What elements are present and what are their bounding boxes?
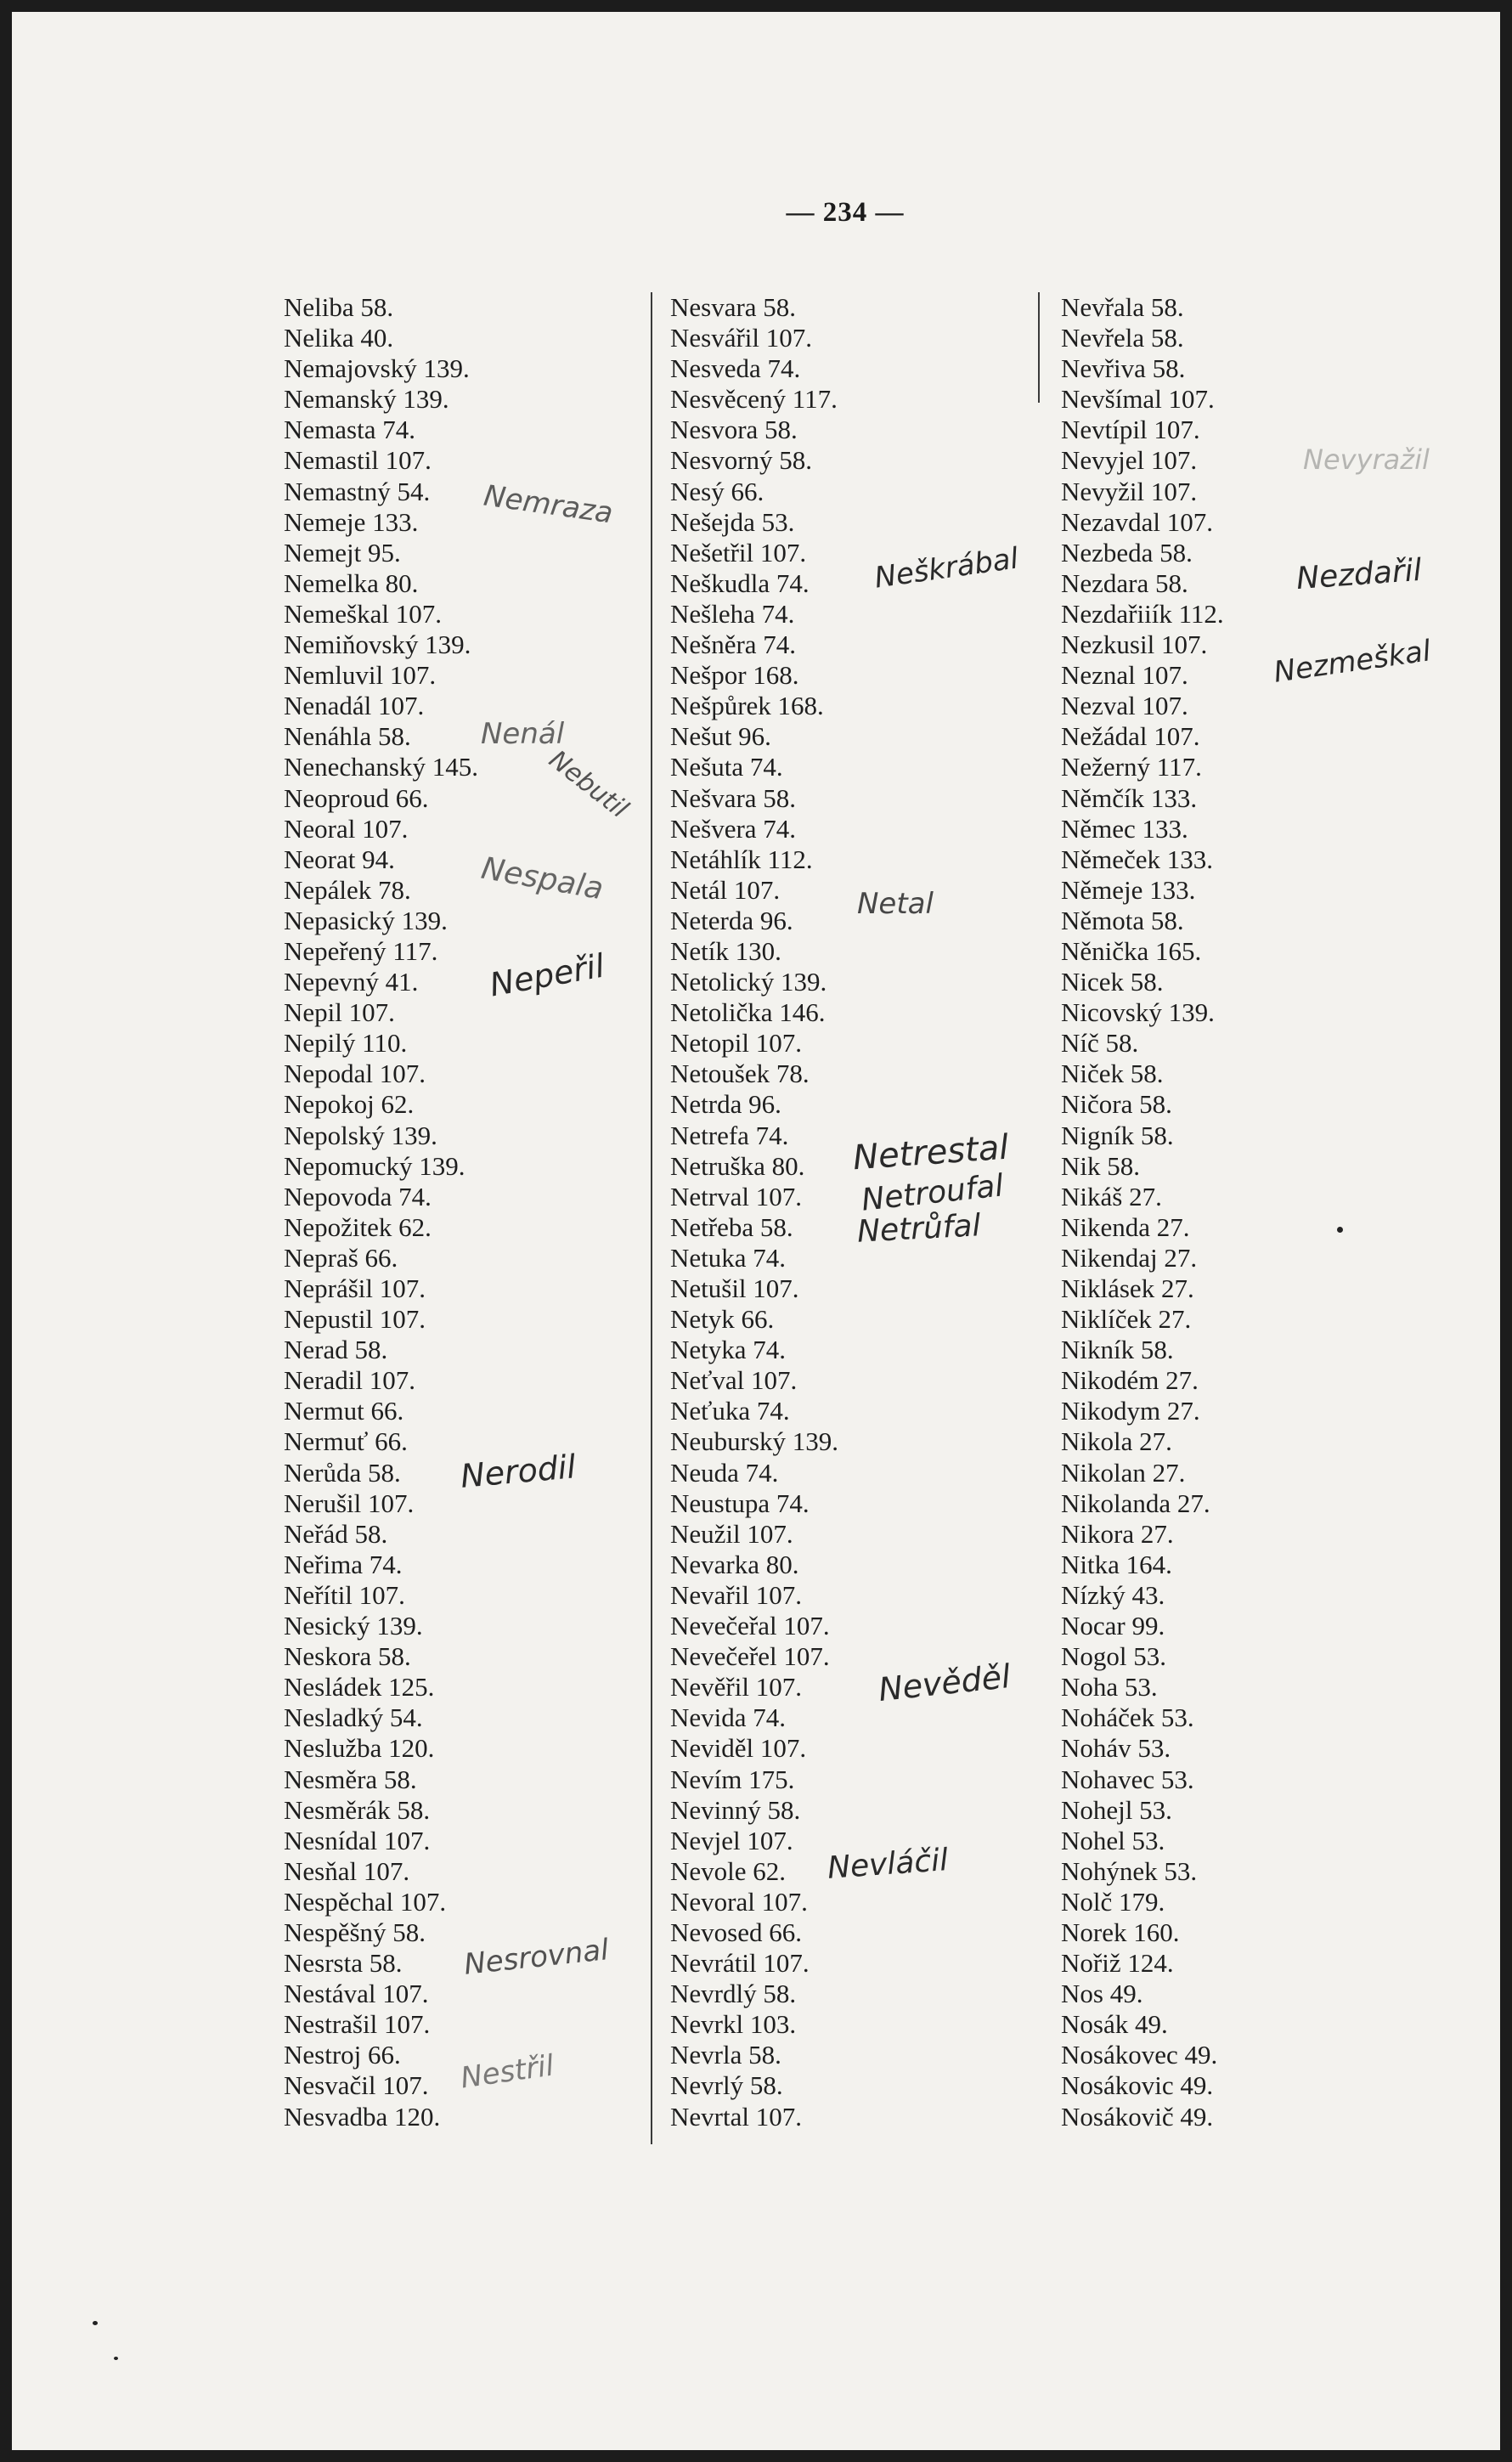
name-entry: Nezavdal 107.	[1061, 506, 1214, 537]
handwritten-note: Nevyražil	[1303, 443, 1430, 476]
name-entry: Nesnídal 107.	[284, 1825, 431, 1855]
name-entry: Nikora 27.	[1061, 1518, 1174, 1549]
name-entry: Niček 58.	[1061, 1059, 1164, 1089]
name-entry: Neřima 74.	[284, 1549, 403, 1579]
name-entry: Nevařil 107.	[670, 1579, 802, 1610]
name-entry: Nemejt 95.	[284, 537, 401, 568]
name-entry: Nešněra 74.	[670, 630, 797, 660]
name-entry: Nerůda 58.	[284, 1457, 401, 1488]
name-entry: Nezdara 58.	[1061, 568, 1188, 598]
name-entry: Netrefa 74.	[670, 1120, 789, 1150]
handwritten-note: Nenál	[481, 717, 565, 751]
name-entry: Netyk 66.	[670, 1304, 775, 1335]
name-entry: Nikola 27.	[1061, 1426, 1172, 1457]
handwritten-note: Nepeřil	[487, 946, 607, 1004]
name-entry: Nevinný 58.	[670, 1794, 801, 1825]
name-entry: Nevím 175.	[670, 1764, 795, 1794]
name-entry: Nepožitek 62.	[284, 1211, 432, 1242]
name-entry: Nevěřil 107.	[670, 1672, 802, 1703]
name-entry: Nepeřený 117.	[284, 935, 438, 966]
ink-speck	[114, 2357, 118, 2360]
name-entry: Netyka 74.	[670, 1335, 787, 1365]
name-entry: Nízký 43.	[1061, 1579, 1165, 1610]
ink-speck	[1337, 1227, 1343, 1233]
name-entry: Nohel 53.	[1061, 1825, 1165, 1855]
name-entry: Nesvora 58.	[670, 415, 798, 445]
name-entry: Nesňal 107.	[284, 1855, 410, 1886]
name-entry: Nolč 179.	[1061, 1886, 1165, 1917]
name-entry: Nepil 107.	[284, 997, 395, 1028]
name-entry: Nepraš 66.	[284, 1242, 398, 1273]
name-entry: Nesměra 58.	[284, 1764, 417, 1794]
name-column-1	[284, 292, 478, 2132]
name-entry: Nevyžil 107.	[1061, 476, 1198, 506]
name-entry: Neliba 58.	[284, 292, 394, 322]
column-divider	[1038, 292, 1040, 403]
name-entry: Nogol 53.	[1061, 1641, 1166, 1672]
name-entry: Nevrla 58.	[670, 2040, 781, 2070]
name-entry: Nikodym 27.	[1061, 1396, 1200, 1426]
name-entry: Nevjel 107.	[670, 1825, 793, 1855]
name-entry: Nevole 62.	[670, 1855, 787, 1886]
name-entry: Nevřala 58.	[1061, 292, 1184, 322]
name-entry: Netoušek 78.	[670, 1059, 810, 1089]
name-entry: Nemajovský 139.	[284, 353, 470, 384]
name-column-2	[670, 292, 838, 2132]
name-entry: Netolický 139.	[670, 967, 827, 997]
name-entry: Nesvadba 120.	[284, 2101, 441, 2132]
name-entry: Neťval 107.	[670, 1365, 798, 1396]
name-entry: Neoproud 66.	[284, 782, 429, 813]
name-entry: Niklíček 27.	[1061, 1304, 1192, 1335]
name-entry: Neuda 74.	[670, 1457, 779, 1488]
name-column-3	[1061, 292, 1224, 2132]
ink-speck	[93, 2321, 98, 2325]
name-entry: Němčík 133.	[1061, 782, 1198, 813]
name-entry: Neřád 58.	[284, 1518, 388, 1549]
name-entry: Nosákovič 49.	[1061, 2101, 1214, 2132]
name-entry: Nezdařiiík 112.	[1061, 598, 1224, 629]
name-entry: Neznal 107.	[1061, 660, 1188, 691]
name-entry: Nesvářil 107.	[670, 323, 813, 353]
name-entry: Nelika 40.	[284, 323, 394, 353]
name-entry: Neviděl 107.	[670, 1733, 807, 1764]
name-entry: Nesvorný 58.	[670, 445, 813, 476]
name-entry: Nezval 107.	[1061, 691, 1188, 721]
name-entry: Nosákovic 49.	[1061, 2070, 1214, 2101]
name-entry: Nerušil 107.	[284, 1488, 415, 1518]
name-entry: Nemastný 54.	[284, 476, 431, 506]
name-entry: Nešleha 74.	[670, 598, 795, 629]
name-entry: Nepálek 78.	[284, 874, 411, 905]
handwritten-note: Nerodil	[459, 1448, 578, 1495]
name-entry: Netolička 146.	[670, 997, 826, 1028]
name-entry: Nestával 107.	[284, 1979, 429, 2009]
name-entry: Nevrkl 103.	[670, 2009, 797, 2040]
handwritten-note: Neškrábal	[872, 541, 1021, 596]
name-entry: Nikendaj 27.	[1061, 1242, 1198, 1273]
handwritten-note: Nevláčil	[826, 1843, 950, 1886]
name-entry: Nosákovec 49.	[1061, 2040, 1218, 2070]
handwritten-note: Netroufal	[860, 1168, 1006, 1218]
name-entry: Noháček 53.	[1061, 1703, 1194, 1733]
name-entry: Norek 160.	[1061, 1917, 1180, 1947]
name-entry: Nemiňovský 139.	[284, 630, 471, 660]
name-entry: Nikník 58.	[1061, 1335, 1174, 1365]
name-entry: Nešetřil 107.	[670, 537, 807, 568]
name-entry: Nevrátil 107.	[670, 1948, 810, 1979]
name-entry: Nosák 49.	[1061, 2009, 1168, 2040]
name-entry: Nevoral 107.	[670, 1886, 808, 1917]
name-entry: Něnička 165.	[1061, 935, 1202, 966]
name-entry: Nevosed 66.	[670, 1917, 802, 1947]
name-entry: Nešvara 58.	[670, 782, 797, 813]
name-entry: Nevřela 58.	[1061, 323, 1184, 353]
name-entry: Nevarka 80.	[670, 1549, 799, 1579]
name-entry: Nevečeřel 107.	[670, 1641, 830, 1672]
name-entry: Nevečeřal 107.	[670, 1611, 830, 1641]
handwritten-note: Netrůfal	[856, 1208, 982, 1250]
name-entry: Nevtípil 107.	[1061, 415, 1200, 445]
name-entry: Nicovský 139.	[1061, 997, 1215, 1028]
name-entry: Nikáš 27.	[1061, 1181, 1162, 1211]
page-number: — 234 —	[786, 197, 905, 228]
name-entry: Netřeba 58.	[670, 1211, 793, 1242]
name-entry: Němec 133.	[1061, 813, 1188, 844]
name-entry: Nevrtal 107.	[670, 2101, 802, 2132]
name-entry: Nepodal 107.	[284, 1059, 426, 1089]
name-entry: Nicek 58.	[1061, 967, 1164, 997]
name-entry: Netáhlík 112.	[670, 844, 813, 874]
name-entry: Nesveda 74.	[670, 353, 801, 384]
name-entry: Nos 49.	[1061, 1979, 1143, 2009]
name-entry: Nešuta 74.	[670, 752, 783, 782]
name-entry: Nevida 74.	[670, 1703, 787, 1733]
handwritten-note: Nevěděl	[877, 1657, 1013, 1709]
name-entry: Nepasický 139.	[284, 905, 448, 935]
name-entry: Nohejl 53.	[1061, 1794, 1172, 1825]
name-entry: Nežerný 117.	[1061, 752, 1202, 782]
name-entry: Němeje 133.	[1061, 874, 1196, 905]
name-entry: Nohýnek 53.	[1061, 1855, 1198, 1886]
name-entry: Nezkusil 107.	[1061, 630, 1208, 660]
name-entry: Nevrlý 58.	[670, 2070, 783, 2101]
name-entry: Nešpůrek 168.	[670, 691, 824, 721]
handwritten-note: Netrestal	[851, 1127, 1010, 1178]
name-entry: Netík 130.	[670, 935, 781, 966]
column-divider	[651, 292, 652, 2144]
name-entry: Nepilý 110.	[284, 1028, 408, 1059]
name-entry: Nepokoj 62.	[284, 1089, 415, 1120]
name-entry: Netušil 107.	[670, 1273, 799, 1303]
name-entry: Neslužba 120.	[284, 1733, 435, 1764]
name-entry: Nikolanda 27.	[1061, 1488, 1210, 1518]
name-entry: Nik 58.	[1061, 1150, 1140, 1181]
name-entry: Neustupa 74.	[670, 1488, 810, 1518]
scanned-page	[12, 12, 1500, 2450]
name-entry: Neťuka 74.	[670, 1396, 790, 1426]
name-entry: Nevyjel 107.	[1061, 445, 1198, 476]
name-entry: Nešpor 168.	[670, 660, 799, 691]
name-entry: Nepustil 107.	[284, 1304, 426, 1335]
name-entry: Netopil 107.	[670, 1028, 802, 1059]
name-entry: Nevrdlý 58.	[670, 1979, 797, 2009]
name-entry: Nesrsta 58.	[284, 1948, 403, 1979]
name-entry: Nemluvil 107.	[284, 660, 437, 691]
name-entry: Neorat 94.	[284, 844, 395, 874]
name-entry: Neprášil 107.	[284, 1273, 426, 1303]
name-entry: Nemelka 80.	[284, 568, 419, 598]
name-entry: Nenáhla 58.	[284, 721, 411, 752]
name-entry: Níč 58.	[1061, 1028, 1139, 1059]
handwritten-note: Nebutil	[543, 744, 634, 825]
name-entry: Nežádal 107.	[1061, 721, 1200, 752]
handwritten-note: Nezmeškal	[1272, 634, 1433, 690]
name-entry: Neskora 58.	[284, 1641, 411, 1672]
name-entry: Noháv 53.	[1061, 1733, 1171, 1764]
handwritten-note: Nespala	[478, 850, 606, 907]
name-entry: Nořiž 124.	[1061, 1948, 1174, 1979]
name-entry: Nepomucký 139.	[284, 1150, 465, 1181]
name-entry: Noha 53.	[1061, 1672, 1158, 1703]
name-entry: Nezbeda 58.	[1061, 537, 1193, 568]
name-entry: Nesý 66.	[670, 476, 764, 506]
name-entry: Nestroj 66.	[284, 2040, 401, 2070]
name-entry: Nesládek 125.	[284, 1672, 435, 1703]
name-entry: Nevšímal 107.	[1061, 384, 1215, 415]
name-entry: Nigník 58.	[1061, 1120, 1174, 1150]
name-entry: Nesměrák 58.	[284, 1794, 431, 1825]
name-entry: Nesický 139.	[284, 1611, 423, 1641]
name-entry: Nerad 58.	[284, 1335, 388, 1365]
name-entry: Netrval 107.	[670, 1181, 802, 1211]
name-entry: Nenechanský 145.	[284, 752, 478, 782]
name-entry: Nestrašil 107.	[284, 2009, 431, 2040]
name-entry: Neškudla 74.	[670, 568, 810, 598]
name-entry: Ničora 58.	[1061, 1089, 1172, 1120]
name-entry: Nesvěcený 117.	[670, 384, 838, 415]
name-entry: Nepevný 41.	[284, 967, 419, 997]
name-entry: Nešejda 53.	[670, 506, 795, 537]
name-entry: Nohavec 53.	[1061, 1764, 1194, 1794]
name-entry: Neužil 107.	[670, 1518, 793, 1549]
name-entry: Netuka 74.	[670, 1242, 787, 1273]
handwritten-note: Nestřil	[458, 2048, 556, 2096]
name-entry: Nevřiva 58.	[1061, 353, 1186, 384]
name-entry: Němeček 133.	[1061, 844, 1214, 874]
name-entry: Nikolan 27.	[1061, 1457, 1186, 1488]
name-entry: Nitka 164.	[1061, 1549, 1172, 1579]
name-entry: Nemeškal 107.	[284, 598, 442, 629]
handwritten-note: Netal	[857, 887, 934, 921]
handwritten-note: Nezdařil	[1295, 552, 1423, 597]
name-entry: Nermut 66.	[284, 1396, 404, 1426]
name-entry: Nocar 99.	[1061, 1611, 1165, 1641]
name-entry: Nesladký 54.	[284, 1703, 423, 1733]
name-entry: Neradil 107.	[284, 1365, 415, 1396]
name-entry: Nemeje 133.	[284, 506, 419, 537]
name-entry: Neřítil 107.	[284, 1579, 405, 1610]
name-entry: Nermuť 66.	[284, 1426, 408, 1457]
name-entry: Němota 58.	[1061, 905, 1184, 935]
name-entry: Nemasta 74.	[284, 415, 415, 445]
handwritten-note: Nesrovnal	[462, 1933, 611, 1982]
name-entry: Nenadál 107.	[284, 691, 425, 721]
name-entry: Nesvačil 107.	[284, 2070, 429, 2101]
name-entry: Nešvera 74.	[670, 813, 797, 844]
name-entry: Netrda 96.	[670, 1089, 781, 1120]
name-entry: Nešut 96.	[670, 721, 771, 752]
name-entry: Neuburský 139.	[670, 1426, 839, 1457]
name-entry: Nepolský 139.	[284, 1120, 437, 1150]
name-entry: Nikodém 27.	[1061, 1365, 1199, 1396]
name-entry: Nesvara 58.	[670, 292, 797, 322]
name-entry: Nemastil 107.	[284, 445, 432, 476]
name-entry: Netruška 80.	[670, 1150, 805, 1181]
name-entry: Neterda 96.	[670, 905, 793, 935]
name-entry: Niklásek 27.	[1061, 1273, 1194, 1303]
name-entry: Nepovoda 74.	[284, 1181, 432, 1211]
name-entry: Nespěchal 107.	[284, 1886, 447, 1917]
name-entry: Neoral 107.	[284, 813, 409, 844]
name-entry: Nespěšný 58.	[284, 1917, 426, 1947]
name-entry: Nemanský 139.	[284, 384, 449, 415]
name-entry: Netál 107.	[670, 874, 781, 905]
handwritten-note: Nemraza	[481, 478, 616, 531]
name-entry: Nikenda 27.	[1061, 1211, 1190, 1242]
